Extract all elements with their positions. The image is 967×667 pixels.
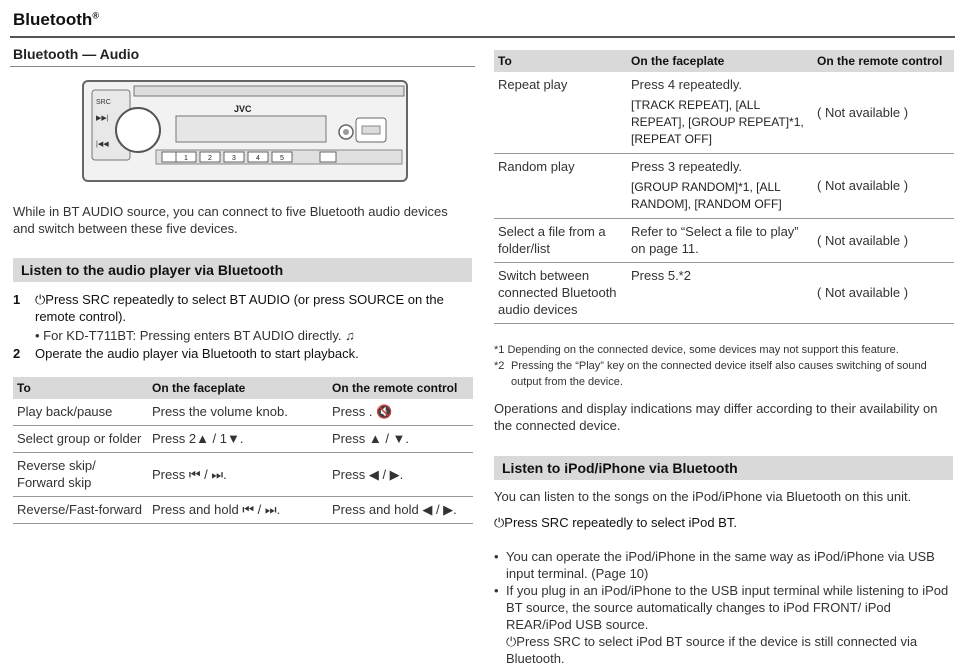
col-to: To bbox=[494, 50, 627, 72]
table-row: Reverse/Fast-forward Press and hold ⏮ / ⏭. Press and hold ◀ / ▶. bbox=[13, 497, 473, 524]
power-icon: ⏻ bbox=[35, 292, 46, 307]
step-1-note: • For KD-T711BT: Pressing enters BT AUDIO directly. ♫ bbox=[35, 328, 355, 343]
footnote-2: *2 Pressing the “Play” key on the connected device itself also causes switching of sound output from the device. bbox=[494, 360, 927, 388]
preset-5-label: 5 bbox=[280, 155, 284, 162]
table-row: Select group or folder Press 2▲ / 1▼. Press ▲ / ▼. bbox=[13, 426, 473, 453]
eject-button bbox=[320, 152, 336, 162]
header-divider bbox=[10, 36, 955, 38]
next-icon: ▶▶| bbox=[96, 115, 109, 122]
volume-knob bbox=[116, 108, 160, 152]
section-divider bbox=[10, 66, 475, 67]
ipod-heading: Listen to iPod/iPhone via Bluetooth bbox=[494, 456, 953, 480]
table-row: Play back/pause Press the volume knob. Press . 🔇 bbox=[13, 399, 473, 426]
table-row: Switch between connected Bluetooth audio devices Press 5.*2 ( Not available ) bbox=[494, 263, 954, 324]
faceplate-drawing bbox=[84, 82, 406, 180]
prev-icon: |◀◀ bbox=[96, 141, 109, 148]
preset-2-label: 2 bbox=[208, 155, 212, 162]
power-icon: ⏻ bbox=[494, 515, 505, 530]
left-operations-table bbox=[13, 377, 473, 524]
music-icon: ♫ bbox=[345, 328, 355, 343]
table-row: Random play Press 3 repeatedly. [GROUP RANDOM]*1, [ALL RANDOM], [RANDOM OFF] ( Not available ) bbox=[494, 154, 954, 219]
faceplate-illustration bbox=[82, 80, 408, 182]
ipod-intro: You can listen to the songs on the iPod/iPhone via Bluetooth on this unit. bbox=[494, 489, 912, 504]
preset-3-label: 3 bbox=[232, 155, 236, 162]
display-window bbox=[176, 116, 326, 142]
table-row: Select a file from a folder/list Refer to “Select a file to play” on page 11. ( Not available ) bbox=[494, 219, 954, 263]
page-title: Bluetooth® bbox=[13, 10, 99, 29]
aux-jack-inner bbox=[343, 129, 349, 135]
operations-note: Operations and display indications may differ according to their availability on the connected device. bbox=[494, 401, 938, 433]
src-button-label: SRC bbox=[96, 99, 111, 106]
step-1: 1 ⏻Press SRC repeatedly to select BT AUDIO (or press SOURCE on the remote control). bbox=[13, 292, 444, 324]
col-to: To bbox=[13, 377, 148, 399]
brand-logo: JVC bbox=[234, 104, 252, 114]
back-button bbox=[162, 152, 176, 162]
preset-1-label: 1 bbox=[184, 155, 188, 162]
preset-4-label: 4 bbox=[256, 155, 260, 162]
usb-slot bbox=[362, 126, 380, 134]
right-operations-table bbox=[494, 50, 954, 324]
col-remote: On the remote control bbox=[328, 377, 473, 399]
ipod-press-instruction: ⏻Press SRC repeatedly to select iPod BT. bbox=[494, 515, 737, 530]
footnote-1: *1 Depending on the connected device, some devices may not support this feature. bbox=[494, 344, 899, 356]
col-faceplate: On the faceplate bbox=[627, 50, 813, 72]
listen-bt-heading: Listen to the audio player via Bluetooth bbox=[13, 258, 472, 282]
ipod-bullet-1: • You can operate the iPod/iPhone in the same way as iPod/iPhone via USB input terminal. (Page 10) bbox=[494, 549, 935, 581]
table-row: Reverse skip/ Forward skip Press ⏮ / ⏭. Press ◀ / ▶. bbox=[13, 453, 473, 497]
disc-slot bbox=[134, 86, 404, 96]
section-title: Bluetooth — Audio bbox=[13, 46, 140, 62]
mute-icon: 🔇 bbox=[376, 404, 393, 419]
intro-text: While in BT AUDIO source, you can connect to five Bluetooth audio devices and switch between these five devices. bbox=[13, 204, 448, 236]
table-row: Repeat play Press 4 repeatedly. [TRACK REPEAT], [ALL REPEAT], [GROUP REPEAT]*1, [REPEAT OFF] ( Not available ) bbox=[494, 72, 954, 154]
ipod-bullet-2: • If you plug in an iPod/iPhone to the USB input terminal while listening to iPod BT source, the source automatically changes to iPod FRONT/ iPod REAR/iPod USB source. ⏻Press SRC to select iPod BT source if the device is still connected via Bluetooth. bbox=[494, 583, 949, 666]
power-icon: ⏻ bbox=[506, 634, 517, 649]
col-remote: On the remote control bbox=[813, 50, 954, 72]
step-2: 2 Operate the audio player via Bluetooth to start playback. bbox=[13, 346, 359, 361]
col-faceplate: On the faceplate bbox=[148, 377, 328, 399]
